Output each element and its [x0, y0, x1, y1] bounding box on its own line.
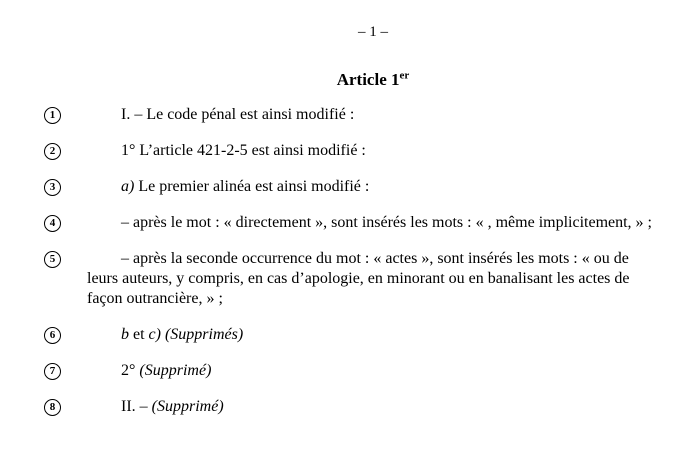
paragraph-text	[87, 250, 630, 307]
paragraph	[49, 325, 659, 345]
page-number: – 1 –	[358, 24, 388, 40]
text-segment: 2°	[121, 362, 140, 379]
text-segment: Le premier alinéa est ainsi modifié :	[134, 178, 370, 195]
text-segment: 1° L’article 421-2-5 est ainsi modifié :	[121, 142, 366, 159]
article-heading-text: Article 1	[336, 70, 400, 89]
paragraph-text	[121, 214, 652, 231]
text-segment: – après le mot : « directement », sont insérés les mots : « , même implicitement, » ;	[121, 214, 652, 231]
paragraph	[49, 105, 659, 125]
paragraph	[49, 141, 659, 161]
paragraph-marker: 4	[44, 215, 61, 232]
text-segment: I. – Le code pénal est ainsi modifié :	[121, 106, 355, 123]
paragraph-text	[121, 362, 211, 379]
paragraph-marker: 7	[44, 363, 61, 380]
paragraph-marker: 3	[44, 179, 61, 196]
text-segment: (Supprimé)	[139, 362, 212, 379]
paragraph-marker: 5	[44, 251, 61, 268]
article-heading-superscript: er	[399, 69, 410, 82]
text-block	[49, 0, 659, 433]
paragraph-text	[121, 106, 354, 123]
paragraph-marker: 2	[44, 143, 61, 160]
text-segment: c) (Supprimés)	[148, 326, 244, 343]
paragraph	[49, 397, 659, 417]
paragraph-text	[121, 398, 224, 415]
paragraph-marker: 6	[44, 327, 61, 344]
paragraph-marker: 8	[44, 399, 61, 416]
text-segment: (Supprimé)	[151, 398, 224, 415]
paragraph-list	[49, 105, 659, 417]
text-segment: a)	[121, 178, 135, 195]
paragraph	[49, 361, 659, 381]
text-segment: b	[121, 326, 129, 343]
article-heading	[87, 70, 659, 90]
paragraph-text	[121, 326, 243, 343]
text-segment: et	[129, 326, 149, 343]
text-segment: II. –	[121, 398, 152, 415]
paragraph-text	[121, 178, 369, 195]
paragraph-marker: 1	[44, 107, 61, 124]
paragraph-text	[121, 142, 366, 159]
text-segment: – après la seconde occurrence du mot : « actes », sont insérés les mots : « ou de leurs auteurs, y compris, en cas d’apologie, en minorant ou en banalisant les actes de façon outrancière, » ;	[87, 250, 630, 307]
paragraph	[49, 249, 659, 309]
paragraph	[49, 213, 659, 233]
paragraph	[49, 177, 659, 197]
